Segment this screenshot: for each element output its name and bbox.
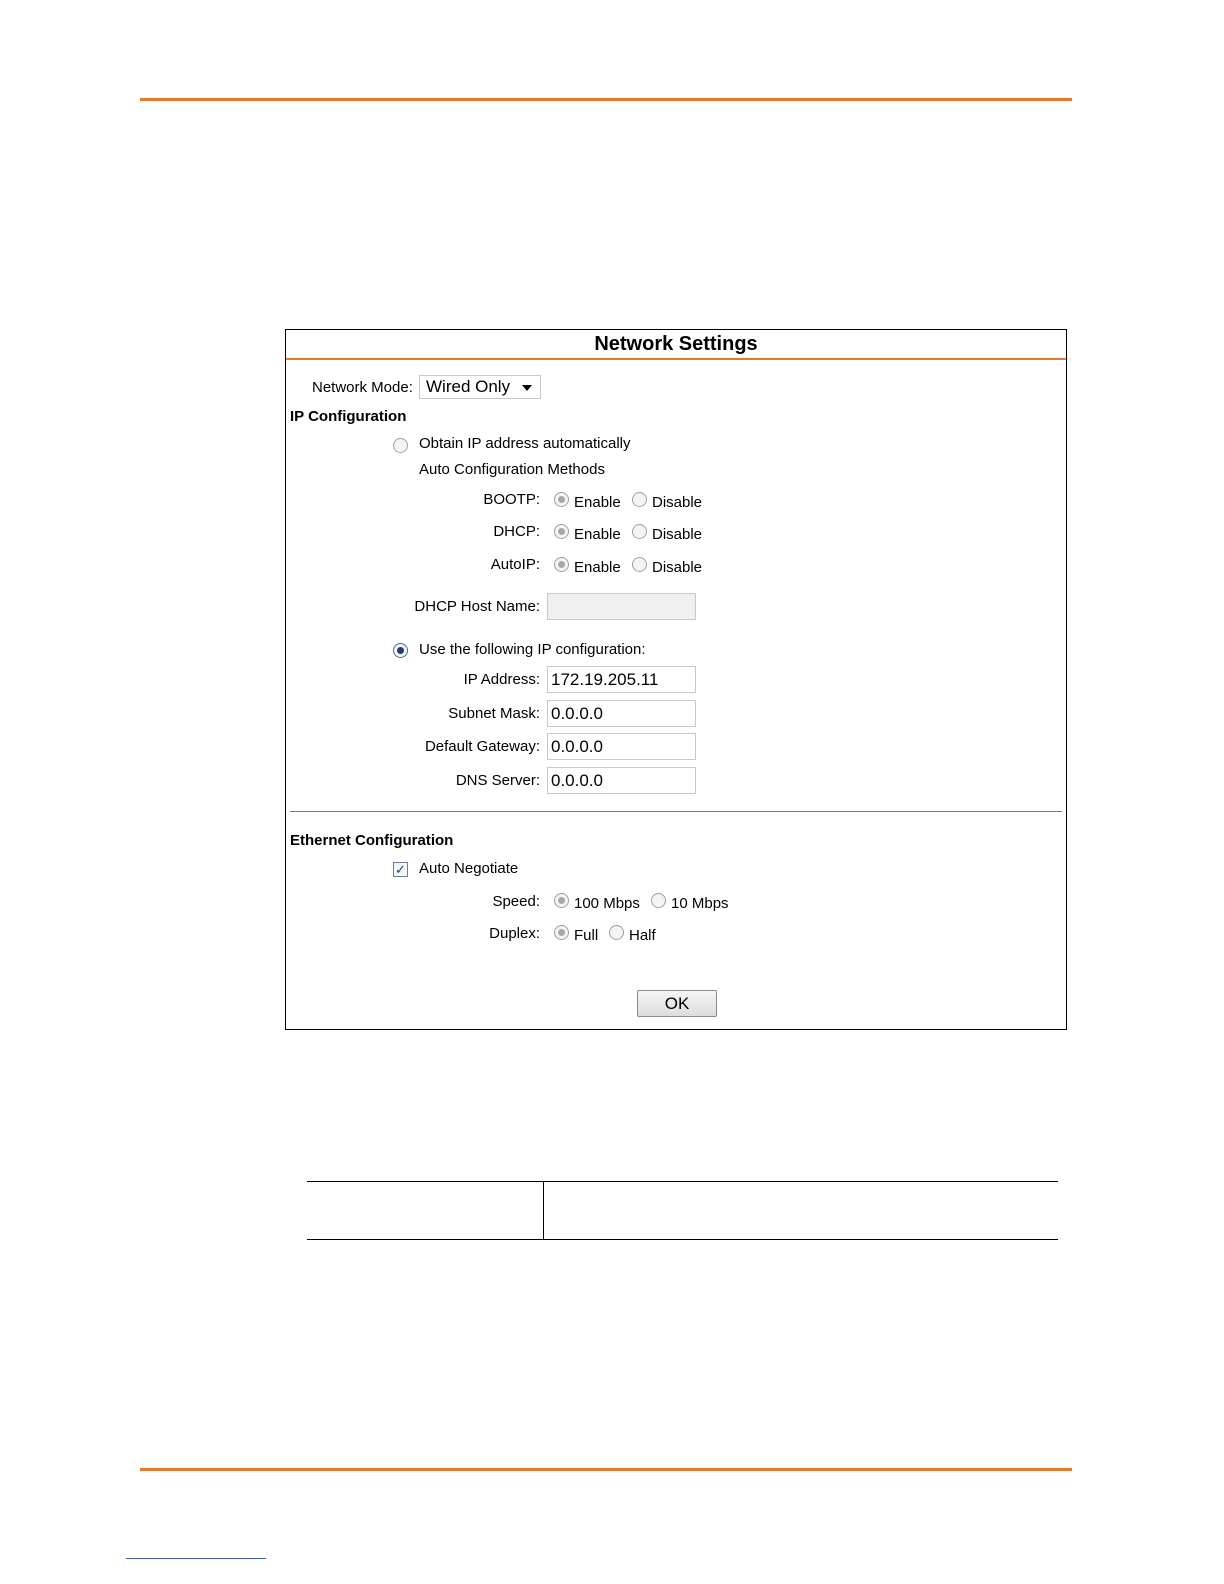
subnet-mask-label: Subnet Mask: [448,705,540,722]
footer-rule [140,1468,1072,1471]
speed-100-radio[interactable] [554,893,569,908]
bootp-label: BOOTP: [483,491,540,508]
duplex-half-radio[interactable] [609,925,624,940]
obtain-auto-label: Obtain IP address automatically [419,435,631,452]
network-mode-value: Wired Only [426,377,511,396]
speed-10-label: 10 Mbps [671,895,729,912]
duplex-half-label: Half [629,927,656,944]
default-gateway-label: Default Gateway: [424,738,540,755]
dhcp-enable-radio[interactable] [554,524,569,539]
autoip-enable-label: Enable [574,559,621,576]
default-gateway-field[interactable]: 0.0.0.0 [547,733,696,760]
chevron-down-icon [522,385,532,391]
checkmark-icon: ✓ [395,862,406,877]
dhcp-label: DHCP: [493,523,540,540]
bootp-enable-label: Enable [574,494,621,511]
speed-label: Speed: [492,893,540,910]
use-following-label: Use the following IP configuration: [419,641,646,658]
ip-address-label: IP Address: [463,671,540,688]
header-rule [140,98,1072,101]
ok-button[interactable]: OK [637,990,717,1017]
network-mode-select[interactable] [419,375,541,399]
auto-methods-label: Auto Configuration Methods [419,461,605,478]
dhcp-disable-label: Disable [652,526,703,543]
dhcp-disable-radio[interactable] [632,524,647,539]
bootp-disable-radio[interactable] [632,492,647,507]
subnet-mask-field[interactable]: 0.0.0.0 [547,700,696,727]
speed-100-label: 100 Mbps [574,895,640,912]
table-top-rule [307,1181,1058,1182]
dhcp-enable-label: Enable [574,526,621,543]
network-settings-panel [285,329,1067,1030]
duplex-full-radio[interactable] [554,925,569,940]
bootp-disable-label: Disable [652,494,703,511]
footer-link-underline [126,1558,266,1559]
obtain-auto-radio[interactable] [393,438,408,453]
auto-negotiate-label: Auto Negotiate [419,860,519,877]
ip-configuration-heading: IP Configuration [290,408,407,425]
speed-10-radio[interactable] [651,893,666,908]
use-following-radio[interactable] [393,643,408,658]
duplex-label: Duplex: [489,925,540,942]
dhcp-host-name-field[interactable] [547,593,696,620]
table-bottom-rule [307,1239,1058,1240]
dns-server-field[interactable]: 0.0.0.0 [547,767,696,794]
auto-negotiate-checkbox[interactable] [393,862,408,877]
autoip-enable-radio[interactable] [554,557,569,572]
panel-title: Network Settings [594,333,758,355]
bootp-enable-radio[interactable] [554,492,569,507]
ip-address-field[interactable]: 172.19.205.11 [547,666,696,693]
dhcp-host-name-label: DHCP Host Name: [414,598,540,615]
table-column-separator [543,1181,544,1240]
section-divider [290,811,1062,812]
duplex-full-label: Full [574,927,599,944]
ethernet-configuration-heading: Ethernet Configuration [290,832,454,849]
title-underline [286,358,1066,360]
autoip-label: AutoIP: [490,556,540,573]
network-mode-label: Network Mode: [312,379,413,396]
dns-server-label: DNS Server: [455,772,540,789]
autoip-disable-radio[interactable] [632,557,647,572]
autoip-disable-label: Disable [652,559,703,576]
